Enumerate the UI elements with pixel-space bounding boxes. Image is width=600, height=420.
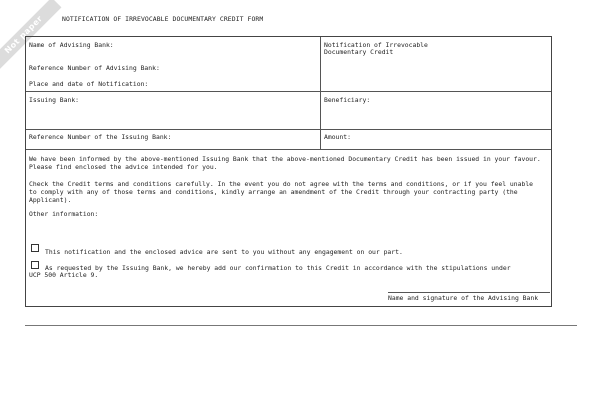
amount-label: Amount:	[324, 133, 351, 141]
credit-form	[25, 36, 552, 307]
page-bottom-rule	[25, 325, 577, 326]
reference-issuing-label: Reference Number of the Issuing Bank:	[29, 133, 172, 141]
add-confirmation-label-line2: UCP 500 Article 9.	[29, 271, 99, 279]
form-title: NOTIFICATION OF IRREVOCABLE DOCUMENTARY CREDIT FORM	[62, 15, 264, 23]
signature-line	[388, 292, 550, 293]
reference-advising-label: Reference Number of Advising Bank:	[29, 64, 160, 72]
notification-heading-line1: Notification of Irrevocable	[324, 41, 428, 49]
notification-heading-line2: Documentary Credit	[324, 48, 394, 56]
check-terms-paragraph: Check the Credit terms and conditions carefully. In the event you do not agree with the terms and conditions, or if you feel unable to comply with any of those terms and conditions, kindly arrange an amendment of the Credit through your contracting party (the Applicant).	[29, 180, 534, 204]
place-date-label: Place and date of Notification:	[29, 80, 149, 88]
row-divider-2	[26, 129, 551, 130]
no-engagement-label: This notification and the enclosed advice are sent to you without any engagement on our part.	[45, 248, 403, 256]
row-divider-3	[26, 149, 551, 150]
no-engagement-checkbox[interactable]	[31, 244, 39, 252]
other-information-label: Other information:	[29, 210, 99, 218]
add-confirmation-label-line1: As requested by the Issuing Bank, we hereby add our confirmation to this Credit in accordance with the stipulations under	[45, 264, 511, 272]
advising-bank-label: Name of Advising Bank:	[29, 41, 114, 49]
intro-paragraph: We have been informed by the above-mentioned Issuing Bank that the above-mentioned Documentary Credit has been issued in your favour. Please find enclosed the advice intended for you.	[29, 155, 541, 171]
add-confirmation-checkbox[interactable]	[31, 261, 39, 269]
issuing-bank-label: Issuing Bank:	[29, 96, 80, 104]
row-divider-1	[26, 91, 551, 92]
signature-label: Name and signature of the Advising Bank	[388, 294, 539, 302]
watermark-text: Not paper	[2, 13, 45, 56]
beneficiary-label: Beneficiary:	[324, 96, 371, 104]
column-divider-top	[320, 37, 321, 149]
